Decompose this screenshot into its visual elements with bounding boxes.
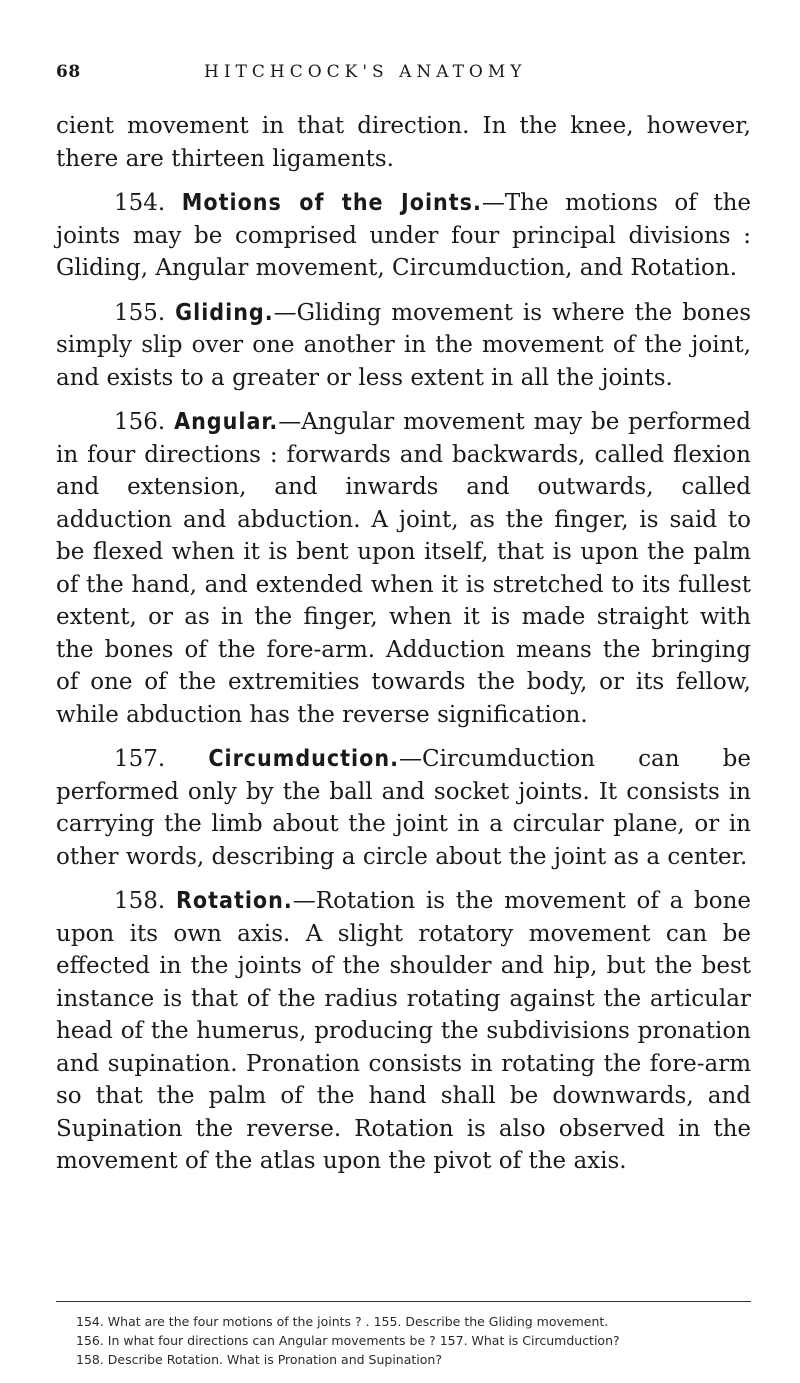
footnote-divider <box>56 1301 751 1302</box>
section-number: 154. <box>114 190 166 216</box>
paragraph-text: —Rotation is the movement of a bone upon its own axis. A slight rotatory movement can be effected in the joints of the shoulder and hip, but the best instance is that of the radius rotating against the articular head of the humerus, producing the subdivisions pronation and supination. Pronation consists in rotating the fore-arm so that the palm of the hand shall be downwards, and Supination the reverse. Rotation is also observed in the movement of the atlas upon the pivot of the axis. <box>56 888 751 1174</box>
section-number: 155. <box>114 299 166 326</box>
paragraph-continuation <box>56 110 751 175</box>
paragraph-text: —Circumduction can be performed only by the ball and socket joints. It consists in carrying the limb about the joint in a circular plane, or in other words, describing a circle about the joint as a center. <box>56 746 752 870</box>
paragraph-text: —The motions of the joints may be comprised under four principal divisions : Gliding, Angular movement, Circumduction, and Rotation. <box>56 190 751 281</box>
section-156 <box>56 406 751 731</box>
section-154 <box>56 187 751 285</box>
section-heading: Gliding. <box>175 299 274 326</box>
section-158 <box>56 885 751 1178</box>
question-line: 156. In what four directions can Angular movements be ? 157. What is Circumduction? <box>76 1333 620 1348</box>
page-number: 68 <box>56 62 81 82</box>
paragraph-text: —Gliding movement is where the bones simply slip over one another in the movement of the joint, and exists to a greater or less extent in all the joints. <box>56 299 751 391</box>
section-157 <box>56 743 751 873</box>
question-line: 158. Describe Rotation. What is Pronation and Supination? <box>76 1352 442 1367</box>
section-heading: Motions of the Joints. <box>181 190 482 216</box>
section-heading: Circumduction. <box>208 746 399 772</box>
paragraph-text: —Angular movement may be performed in four directions : forwards and backwards, called flexion and extension, and inwards and outwards, called adduction and abduction. A joint, as the finger, is said to be flexed when it is bent upon itself, that is upon the palm of the hand, and extended when it is stretched to its fullest extent, or as in the finger, when it is made straight with the bones of the fore-arm. Adduction means the bringing of one of the extremities towards the body, or its fellow, while abduction has the reverse signification. <box>56 409 751 728</box>
section-number: 158. <box>114 888 166 914</box>
review-questions <box>76 1312 751 1369</box>
question-line: 154. What are the four motions of the joints ? . 155. Describe the Gliding movement. <box>76 1314 609 1329</box>
section-155 <box>56 297 751 395</box>
section-heading: Angular. <box>174 409 279 435</box>
running-title: HITCHCOCK'S ANATOMY <box>204 62 527 82</box>
section-number: 157. <box>114 746 166 772</box>
section-heading: Rotation. <box>175 888 293 914</box>
paragraph-text: cient movement in that direction. In the knee, however, there are thirteen ligaments. <box>56 113 751 172</box>
section-number: 156. <box>114 409 166 435</box>
body-text <box>56 110 751 1190</box>
